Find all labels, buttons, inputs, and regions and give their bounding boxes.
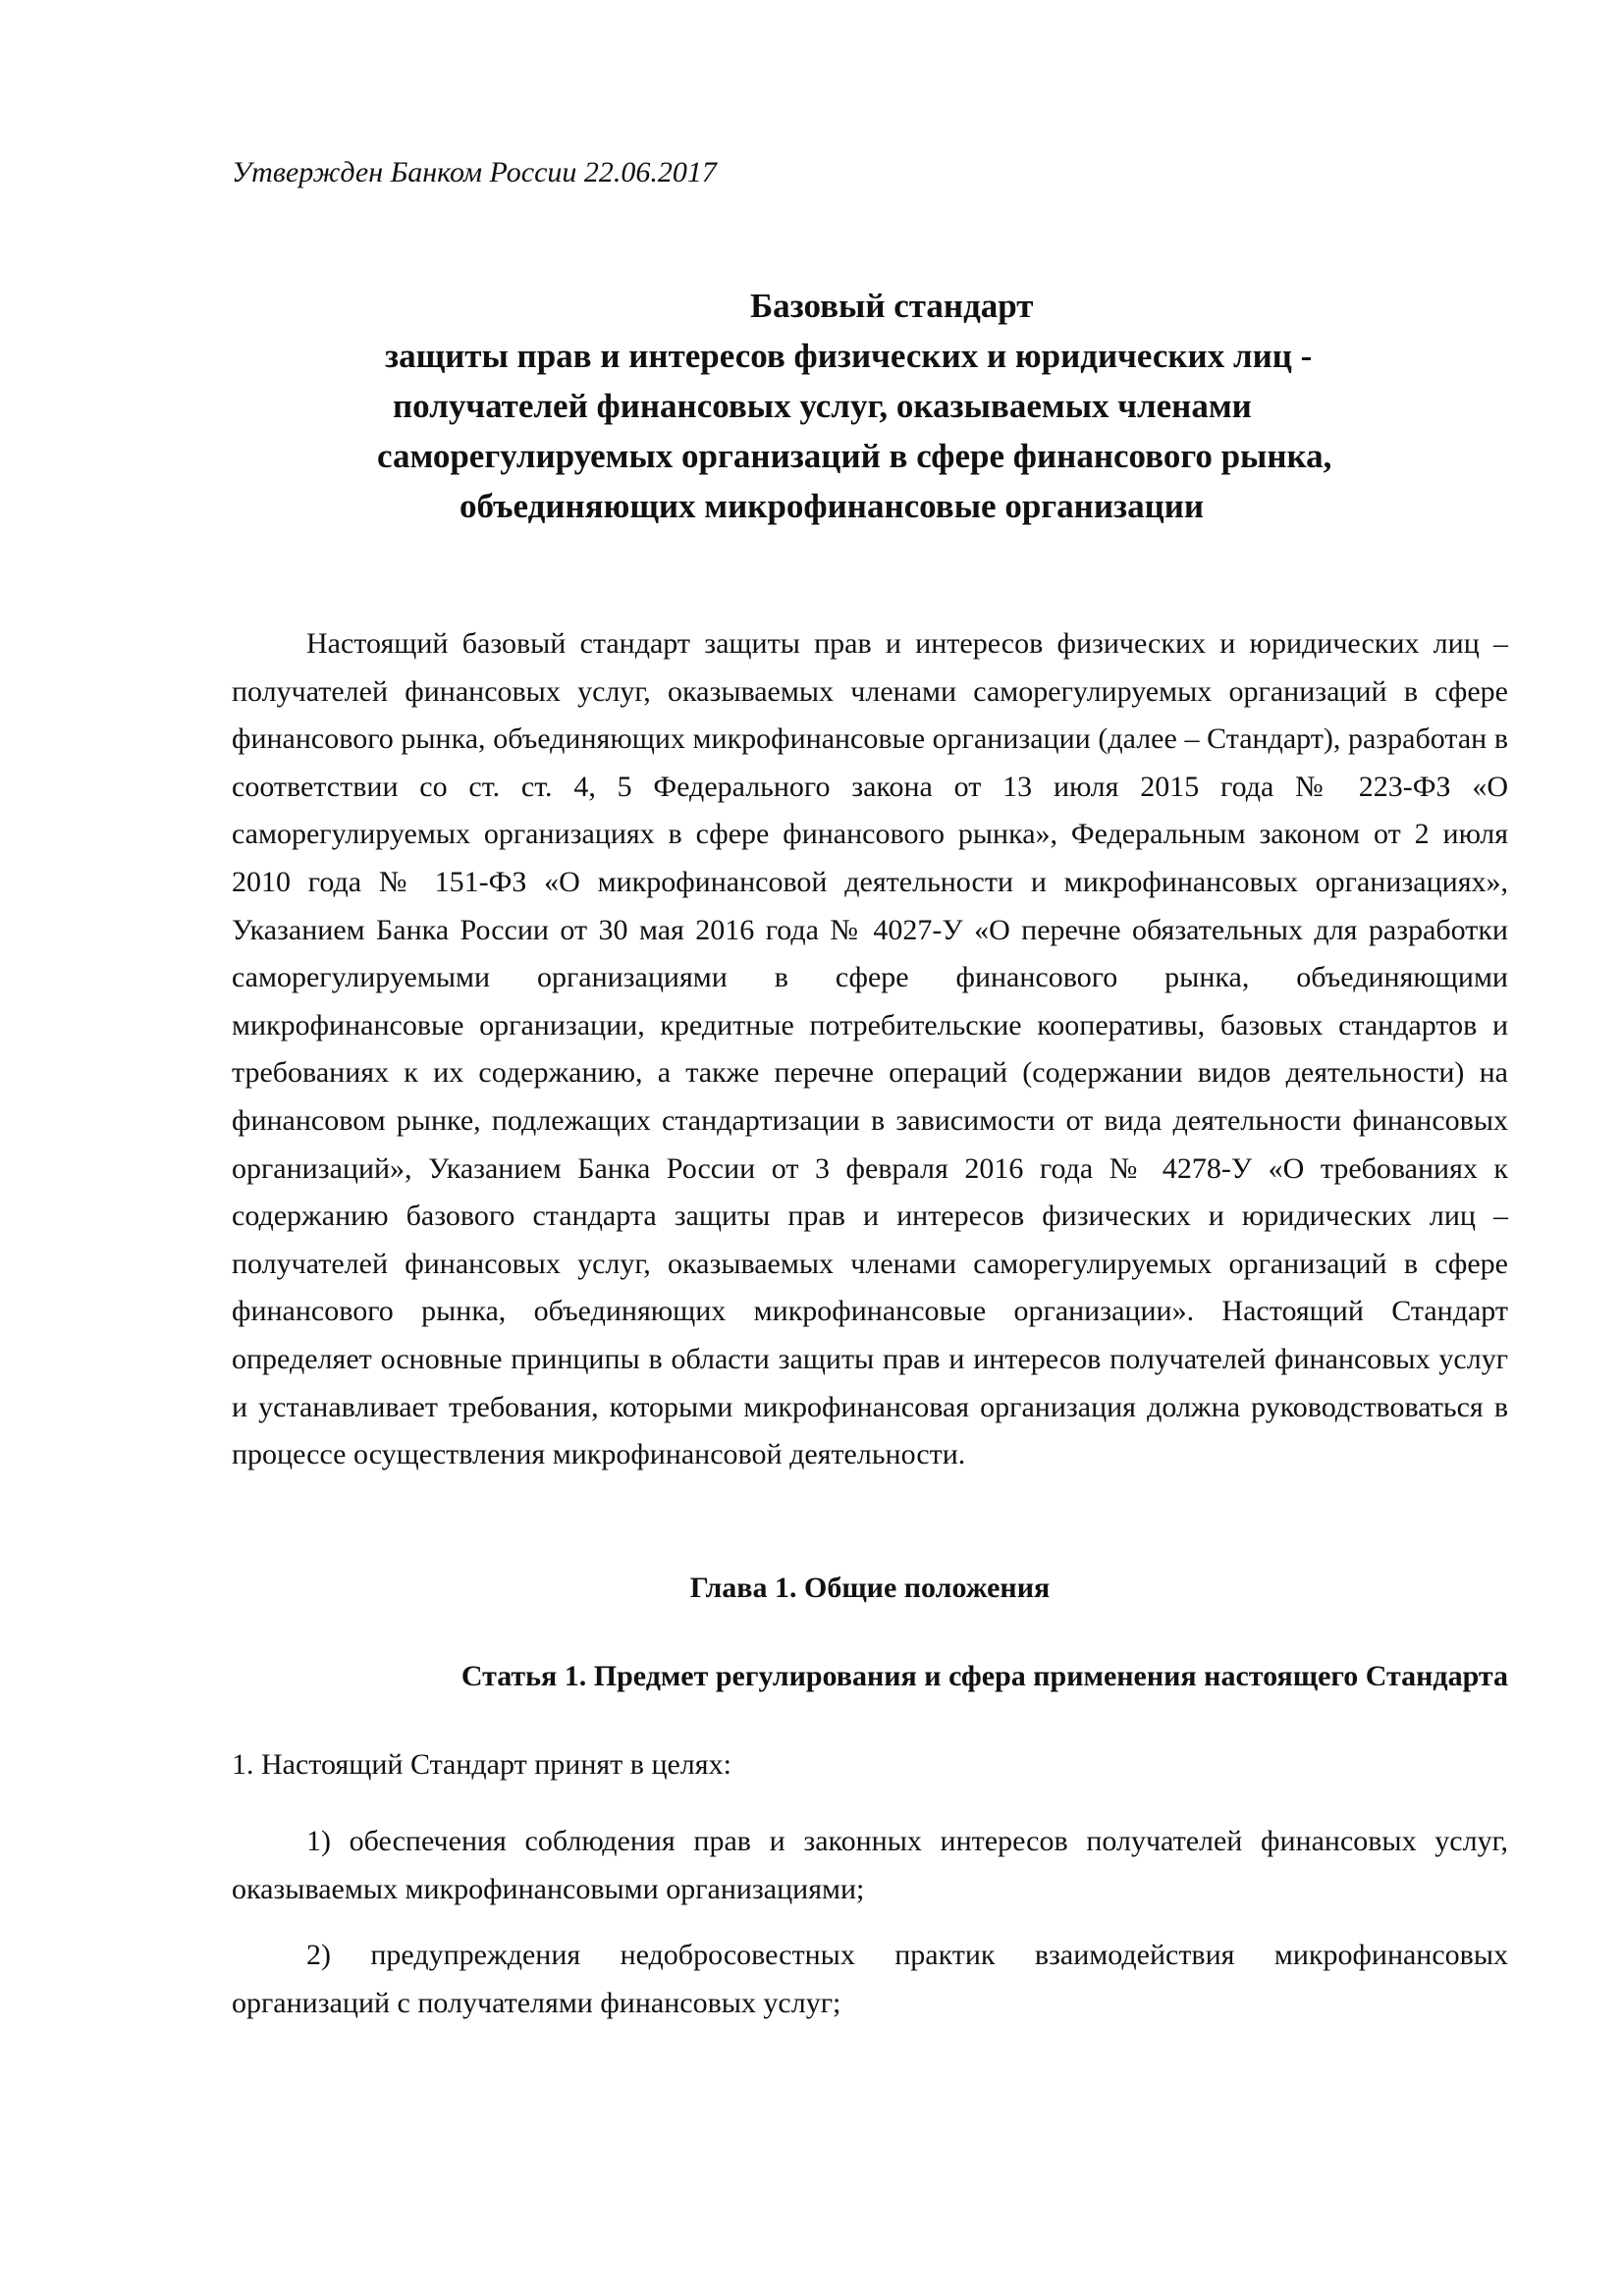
- title-line: объединяющих микрофинансовые организации: [460, 487, 1205, 525]
- chapter-heading: Глава 1. Общие положения: [689, 1572, 1051, 1604]
- document-title: [232, 281, 1518, 531]
- intro-paragraph: Настоящий базовый стандарт защиты прав и интересов физических и юридических лиц – получателей финансовых услуг, оказываемых членами саморегулируемых организаций в сфере финансового рынка, объединяющих микрофинансовые организации (далее – Стандарт), разработан в соответствии со ст. ст. 4, 5 Федерального закона от 13 июля 2015 года № 223-ФЗ «О саморегулируемых организациях в сфере финансового рынка», Федеральным законом от 2 июля 2010 года № 151-ФЗ «О микрофинансовой деятельности и микрофинансовых организациях», Указанием Банка России от 30 мая 2016 года № 4027-У «О перечне обязательных для разработки саморегулируемыми организациями в сфере финансового рынка, объединяющими микрофинансовые организации, кредитные потребительские кооперативы, базовых стандартов и требованиях к их содержанию, а также перечне операций (содержании видов деятельности) на финансовом рынке, подлежащих стандартизации в зависимости от вида деятельности финансовых организаций», Указанием Банка России от 3 февраля 2016 года № 4278-У «О требованиях к содержанию базового стандарта защиты прав и интересов физических и юридических лиц – получателей финансовых услуг, оказываемых членами саморегулируемых организаций в сфере финансового рынка, объединяющих микрофинансовые организации». Настоящий Стандарт определяет основные принципы в области защиты прав и интересов получателей финансовых услуг и устанавливает требования, которыми микрофинансовая организация должна руководствоваться в процессе осуществления микрофинансовой деятельности.: [232, 627, 1508, 1471]
- title-line: получателей финансовых услуг, оказываемых членами: [393, 387, 1252, 425]
- approval-note: Утвержден Банком России 22.06.2017: [232, 156, 717, 188]
- clause-paragraph: 1. Настоящий Стандарт принят в целях:: [232, 1748, 731, 1781]
- list-item: 1) обеспечения соблюдения прав и законных интересов получателей финансовых услуг, оказываемых микрофинансовыми организациями;: [232, 1825, 1508, 1905]
- title-line: Базовый стандарт: [750, 287, 1034, 325]
- title-line: защиты прав и интересов физических и юридических лиц -: [385, 337, 1313, 375]
- list-item: 2) предупреждения недобросовестных практик взаимодействия микрофинансовых организаций с получателями финансовых услуг;: [232, 1939, 1508, 2019]
- article-heading: Статья 1. Предмет регулирования и сфера применения настоящего Стандарта: [460, 1660, 1508, 1692]
- title-line: саморегулируемых организаций в сфере финансового рынка,: [377, 437, 1332, 475]
